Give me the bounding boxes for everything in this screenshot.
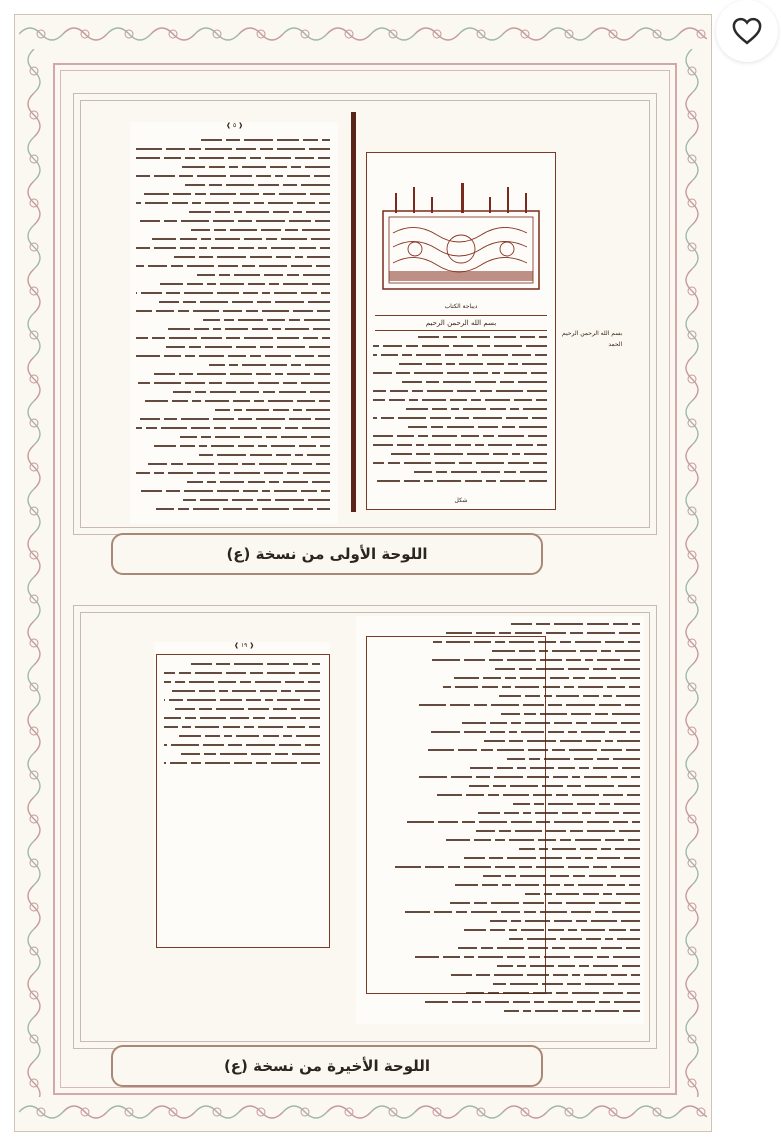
- manuscript-line: [136, 163, 332, 172]
- manuscript-line: [136, 433, 332, 442]
- manuscript-line: [370, 746, 642, 755]
- manuscript-line: [373, 468, 549, 477]
- manuscript-line: [373, 432, 549, 441]
- spine-divider: [351, 112, 356, 512]
- folio-mark: شكل: [454, 497, 468, 504]
- manuscript-line: [370, 872, 642, 881]
- manuscript-line: [373, 342, 549, 351]
- manuscript-line: [373, 405, 549, 414]
- manuscript-line: [136, 154, 332, 163]
- manuscript-line: [136, 289, 332, 298]
- manuscript-line: [136, 388, 332, 397]
- manuscript-line: [164, 669, 322, 678]
- manuscript-line: [370, 647, 642, 656]
- manuscript-line: [136, 271, 332, 280]
- manuscript-left-page: [130, 122, 338, 524]
- manuscript-line: [370, 710, 642, 719]
- manuscript-line: [136, 370, 332, 379]
- right-ornament: [677, 49, 707, 1097]
- manuscript-line: [370, 638, 642, 647]
- manuscript-line: [370, 809, 642, 818]
- first-plate-panel: [73, 93, 657, 535]
- manuscript-line: [136, 172, 332, 181]
- manuscript-line: [136, 460, 332, 469]
- manuscript-line: [370, 629, 642, 638]
- manuscript-line: [136, 253, 332, 262]
- bottom-ornament: [19, 1097, 707, 1127]
- last-plate-panel: [73, 605, 657, 1049]
- manuscript-line: [136, 424, 332, 433]
- manuscript-line: [370, 701, 642, 710]
- manuscript-line: [136, 343, 332, 352]
- manuscript-line: [136, 415, 332, 424]
- manuscript-line: [136, 235, 332, 244]
- manuscript-line: [136, 244, 332, 253]
- manuscript-line: [373, 423, 549, 432]
- manuscript-line: [370, 818, 642, 827]
- illuminated-headpiece: [375, 183, 547, 301]
- manuscript-line: [370, 962, 642, 971]
- manuscript-text-block: [373, 333, 549, 493]
- manuscript-line: [136, 262, 332, 271]
- manuscript-line: [370, 836, 642, 845]
- manuscript-line: [370, 782, 642, 791]
- manuscript-line: [373, 333, 549, 342]
- manuscript-right-page: [356, 616, 644, 1024]
- document-page: [14, 14, 712, 1132]
- basmala-band: بسم الله الرحمن الرحيم: [375, 315, 547, 331]
- manuscript-line: [136, 199, 332, 208]
- manuscript-line: [373, 450, 549, 459]
- manuscript-line: [373, 396, 549, 405]
- top-ornament: [19, 19, 707, 49]
- manuscript-line: [370, 917, 642, 926]
- manuscript-line: [370, 845, 642, 854]
- manuscript-line: [370, 764, 642, 773]
- manuscript-text-block: [136, 136, 332, 520]
- manuscript-line: [370, 620, 642, 629]
- manuscript-left-page: [154, 642, 330, 948]
- manuscript-line: [136, 505, 332, 514]
- manuscript-line: [136, 280, 332, 289]
- manuscript-line: [136, 136, 332, 145]
- manuscript-line: [136, 397, 332, 406]
- manuscript-line: [370, 998, 642, 1007]
- manuscript-line: [164, 696, 322, 705]
- manuscript-line: [373, 414, 549, 423]
- manuscript-line: [373, 369, 549, 378]
- manuscript-line: [370, 863, 642, 872]
- manuscript-line: [373, 351, 549, 360]
- manuscript-line: [136, 352, 332, 361]
- manuscript-line: [136, 325, 332, 334]
- manuscript-line: [370, 899, 642, 908]
- page-number: ❰ ٥ ❱: [226, 122, 244, 129]
- manuscript-line: [370, 908, 642, 917]
- manuscript-line: [370, 989, 642, 998]
- manuscript-line: [164, 660, 322, 669]
- manuscript-line: [136, 496, 332, 505]
- manuscript-line: [136, 208, 332, 217]
- manuscript-line: [136, 487, 332, 496]
- left-ornament: [19, 49, 49, 1097]
- manuscript-line: [370, 971, 642, 980]
- manuscript-line: [164, 741, 322, 750]
- manuscript-line: [136, 298, 332, 307]
- manuscript-line: [370, 683, 642, 692]
- manuscript-line: [136, 190, 332, 199]
- manuscript-line: [164, 723, 322, 732]
- manuscript-line: [370, 728, 642, 737]
- manuscript-line: [373, 378, 549, 387]
- manuscript-line: [370, 692, 642, 701]
- manuscript-line: [164, 687, 322, 696]
- manuscript-line: [373, 360, 549, 369]
- manuscript-line: [370, 980, 642, 989]
- manuscript-line: [373, 477, 549, 486]
- last-plate-caption: اللوحة الأخيرة من نسخة (ع): [111, 1045, 543, 1087]
- manuscript-line: [136, 217, 332, 226]
- manuscript-line: [370, 827, 642, 836]
- manuscript-line: [164, 732, 322, 741]
- margin-note: بسم الله الرحمن الرحيم الحمد: [562, 330, 623, 348]
- manuscript-line: [136, 316, 332, 325]
- manuscript-line: [136, 361, 332, 370]
- manuscript-line: [164, 759, 322, 768]
- manuscript-line: [370, 674, 642, 683]
- manuscript-line: [136, 451, 332, 460]
- manuscript-line: [164, 705, 322, 714]
- manuscript-line: [370, 854, 642, 863]
- manuscript-line: [370, 665, 642, 674]
- manuscript-line: [136, 478, 332, 487]
- manuscript-line: [136, 406, 332, 415]
- manuscript-text-block: [164, 660, 322, 770]
- manuscript-line: [370, 890, 642, 899]
- manuscript-line: [370, 881, 642, 890]
- manuscript-line: [136, 334, 332, 343]
- heart-icon: [732, 17, 762, 45]
- page-number: ❰ ١٩ ❱: [234, 642, 255, 649]
- manuscript-line: [370, 656, 642, 665]
- manuscript-line: [373, 441, 549, 450]
- manuscript-line: [136, 379, 332, 388]
- manuscript-text-block: [370, 620, 642, 1020]
- manuscript-line: [370, 1007, 642, 1016]
- section-title: ديباجة الكتاب: [444, 303, 478, 310]
- manuscript-line: [136, 181, 332, 190]
- first-plate-caption: اللوحة الأولى من نسخة (ع): [111, 533, 543, 575]
- manuscript-line: [370, 791, 642, 800]
- manuscript-line: [373, 387, 549, 396]
- manuscript-right-page: [366, 152, 556, 510]
- manuscript-line: [136, 226, 332, 235]
- manuscript-line: [136, 469, 332, 478]
- manuscript-line: [370, 719, 642, 728]
- manuscript-line: [370, 935, 642, 944]
- favorite-button[interactable]: [716, 0, 778, 62]
- manuscript-line: [136, 442, 332, 451]
- manuscript-line: [136, 145, 332, 154]
- manuscript-line: [164, 750, 322, 759]
- manuscript-line: [370, 926, 642, 935]
- manuscript-line: [136, 307, 332, 316]
- manuscript-line: [370, 953, 642, 962]
- manuscript-line: [370, 773, 642, 782]
- manuscript-line: [373, 459, 549, 468]
- manuscript-line: [370, 944, 642, 953]
- manuscript-line: [164, 714, 322, 723]
- manuscript-line: [370, 800, 642, 809]
- manuscript-line: [164, 678, 322, 687]
- manuscript-line: [370, 755, 642, 764]
- manuscript-line: [370, 737, 642, 746]
